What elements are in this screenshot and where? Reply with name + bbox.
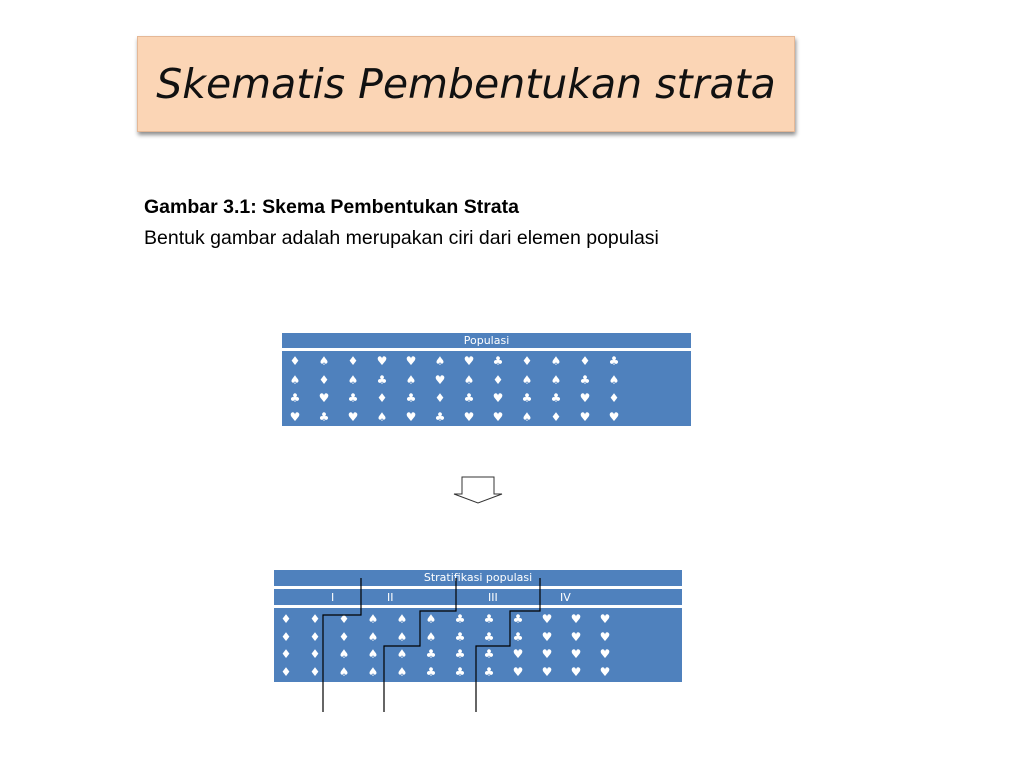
symbol-cell: ♣: [425, 647, 437, 661]
symbol-cell: ♠: [425, 612, 437, 626]
symbol-cell: ♦: [434, 391, 446, 405]
symbol-cell: ♥: [570, 647, 582, 661]
symbol-cell: ♠: [396, 629, 408, 644]
symbol-cell: ♠: [550, 354, 562, 368]
symbol-cell: ♦: [338, 612, 350, 626]
symbol-cell: ♦: [309, 647, 321, 661]
symbol-cell: ♠: [405, 372, 417, 387]
symbol-cell: ♣: [376, 372, 388, 387]
symbol-cell: ♠: [521, 372, 533, 387]
symbol-cell: ♦: [318, 372, 330, 387]
symbol-cell: ♦: [280, 647, 292, 661]
symbol-cell: ♦: [280, 664, 292, 679]
symbol-cell: ♥: [608, 409, 620, 424]
stratification-table-header: Stratifikasi populasi: [274, 570, 682, 586]
symbol-cell: ♣: [521, 391, 533, 405]
symbol-cell: ♣: [512, 612, 524, 626]
down-block-arrow-icon: [452, 476, 504, 504]
symbol-cell: ♠: [367, 612, 379, 626]
slide-title: Skematis Pembentukan strata: [156, 60, 776, 108]
symbol-cell: ♣: [434, 409, 446, 424]
symbol-cell: ♣: [492, 354, 504, 368]
symbol-cell: ♣: [483, 612, 495, 626]
symbol-cell: ♠: [463, 372, 475, 387]
stratum-label: III: [488, 591, 498, 604]
symbol-cell: ♥: [570, 664, 582, 679]
symbol-cell: ♥: [579, 391, 591, 405]
symbol-cell: ♣: [425, 664, 437, 679]
symbol-cell: ♦: [338, 629, 350, 644]
stratification-table: [274, 570, 682, 682]
symbol-cell: ♠: [396, 647, 408, 661]
symbol-cell: ♠: [434, 354, 446, 368]
symbol-cell: ♣: [483, 647, 495, 661]
symbol-cell: ♥: [599, 647, 611, 661]
population-table: [282, 333, 691, 426]
symbol-cell: ♠: [347, 372, 359, 387]
symbol-cell: ♣: [550, 391, 562, 405]
label-separator: [274, 605, 682, 608]
symbol-cell: ♣: [608, 354, 620, 368]
figure-caption-title: Gambar 3.1: Skema Pembentukan Strata: [144, 196, 519, 218]
header-separator: [282, 348, 691, 351]
symbol-cell: ♥: [541, 612, 553, 626]
symbol-cell: ♦: [579, 354, 591, 368]
symbol-cell: ♠: [425, 629, 437, 644]
symbol-cell: ♣: [463, 391, 475, 405]
title-box: [137, 36, 795, 132]
symbol-cell: ♥: [434, 372, 446, 387]
symbol-cell: ♦: [280, 612, 292, 626]
symbol-cell: ♥: [570, 629, 582, 644]
symbol-cell: ♥: [599, 612, 611, 626]
symbol-cell: ♣: [454, 612, 466, 626]
symbol-cell: ♥: [512, 647, 524, 661]
symbol-cell: ♥: [405, 354, 417, 368]
symbol-cell: ♥: [492, 391, 504, 405]
symbol-cell: ♠: [376, 409, 388, 424]
symbol-cell: ♥: [599, 664, 611, 679]
symbol-cell: ♣: [405, 391, 417, 405]
symbol-cell: ♠: [338, 664, 350, 679]
symbol-cell: ♥: [570, 612, 582, 626]
symbol-cell: ♣: [289, 391, 301, 405]
symbol-cell: ♦: [309, 664, 321, 679]
stratum-label: IV: [560, 591, 571, 604]
symbol-cell: ♥: [463, 409, 475, 424]
symbol-cell: ♠: [289, 372, 301, 387]
symbol-cell: ♠: [396, 612, 408, 626]
symbol-cell: ♦: [289, 354, 301, 368]
symbol-cell: ♥: [541, 664, 553, 679]
symbol-cell: ♠: [521, 409, 533, 424]
symbol-cell: ♦: [376, 391, 388, 405]
symbol-cell: ♠: [550, 372, 562, 387]
symbol-cell: ♦: [309, 629, 321, 644]
symbol-cell: ♠: [608, 372, 620, 387]
symbol-cell: ♥: [541, 647, 553, 661]
figure-caption-description: Bentuk gambar adalah merupakan ciri dari elemen populasi: [144, 227, 659, 249]
header-separator: [274, 586, 682, 589]
symbol-cell: ♠: [396, 664, 408, 679]
symbol-cell: ♦: [521, 354, 533, 368]
symbol-cell: ♣: [347, 391, 359, 405]
symbol-cell: ♥: [512, 664, 524, 679]
symbol-cell: ♥: [289, 409, 301, 424]
symbol-cell: ♠: [367, 647, 379, 661]
symbol-cell: ♥: [541, 629, 553, 644]
symbol-cell: ♦: [608, 391, 620, 405]
symbol-cell: ♥: [318, 391, 330, 405]
symbol-cell: ♣: [318, 409, 330, 424]
symbol-cell: ♠: [318, 354, 330, 368]
stratum-label: II: [387, 591, 394, 604]
symbol-cell: ♠: [367, 664, 379, 679]
symbol-cell: ♣: [483, 664, 495, 679]
symbol-cell: ♣: [454, 664, 466, 679]
symbol-cell: ♣: [483, 629, 495, 644]
population-table-header: Populasi: [282, 333, 691, 348]
symbol-cell: ♥: [599, 629, 611, 644]
symbol-cell: ♦: [492, 372, 504, 387]
symbol-cell: ♠: [367, 629, 379, 644]
symbol-cell: ♦: [280, 629, 292, 644]
symbol-cell: ♦: [347, 354, 359, 368]
symbol-cell: ♥: [376, 354, 388, 368]
symbol-cell: ♥: [463, 354, 475, 368]
symbol-cell: ♥: [405, 409, 417, 424]
symbol-cell: ♣: [454, 647, 466, 661]
symbol-cell: ♣: [512, 629, 524, 644]
stratum-label: I: [331, 591, 335, 604]
symbol-cell: ♥: [579, 409, 591, 424]
symbol-cell: ♥: [492, 409, 504, 424]
symbol-cell: ♣: [454, 629, 466, 644]
symbol-cell: ♦: [309, 612, 321, 626]
symbol-cell: ♦: [550, 409, 562, 424]
symbol-cell: ♣: [579, 372, 591, 387]
symbol-cell: ♠: [338, 647, 350, 661]
symbol-cell: ♥: [347, 409, 359, 424]
